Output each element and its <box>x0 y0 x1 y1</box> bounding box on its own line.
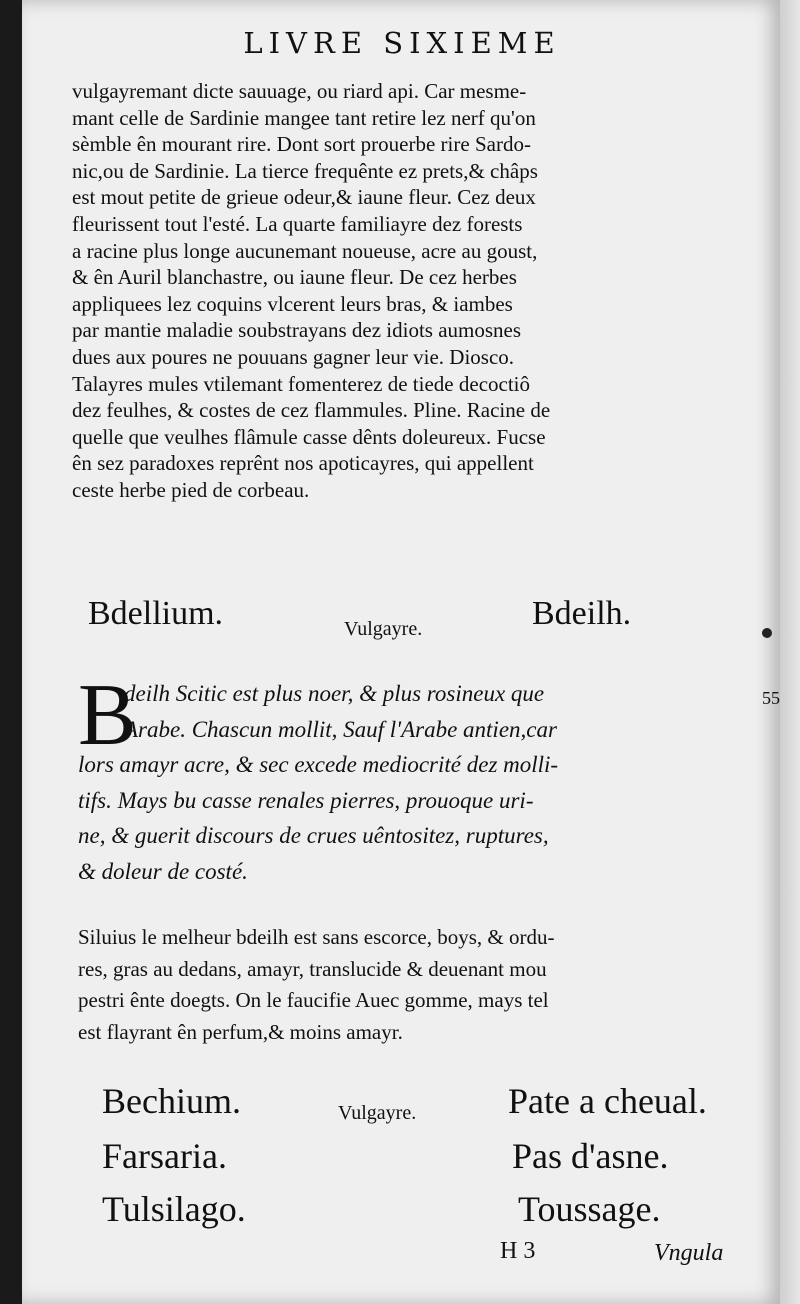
text-line: par mantie maladie soubstrayans dez idiots aumosnes <box>72 318 522 343</box>
text-line: Talayres mules vtilemant fomenterez de tiede decoctiô <box>72 371 531 396</box>
margin-number: 55 <box>762 688 780 708</box>
italic-paragraph <box>78 676 738 889</box>
heading-latin-bdellium: Bdellium. <box>88 595 224 632</box>
text-line: quelle que veulhes flâmule casse dênts doleureux. Fucse <box>72 424 546 449</box>
text-line: Siluius le melheur bdeilh est sans escorce, boys, & ordu- <box>78 925 555 949</box>
running-head: LIVRE SIXIEME <box>243 26 561 60</box>
text-line: est mout petite de grieue odeur,& iaune fleur. Cez deux <box>72 185 536 210</box>
heading-vulgar-label: Vulgayre. <box>344 618 423 640</box>
text-line: fleurissent tout l'esté. La quarte familiayre dez forests <box>72 211 523 236</box>
text-line: Arabe. Chascun mollit, Sauf l'Arabe antien,car <box>124 716 557 742</box>
heading-latin-farsaria: Farsaria. <box>102 1136 227 1176</box>
text-line: lors amayr acre, & sec excede mediocrité dez molli- <box>78 752 559 777</box>
text-line: nic,ou de Sardinie. La tierce frequênte ez prets,& châps <box>72 158 538 183</box>
heading-french-bdeilh: Bdeilh. <box>532 595 632 632</box>
text-line: mant celle de Sardinie mangee tant retire lez nerf qu'on <box>72 105 536 130</box>
text-line: tifs. Mays bu casse renales pierres, prouoque uri- <box>78 787 534 813</box>
text-line: deilh Scitic est plus noer, & plus rosineux que <box>124 681 545 706</box>
text-line: appliquees lez coquins vlcerent leurs bras, & iambes <box>72 291 513 316</box>
catchword: Vngula <box>654 1240 724 1266</box>
signature-mark: H 3 <box>500 1238 536 1264</box>
drop-cap: B <box>78 667 137 764</box>
text-line: pestri ênte doegts. On le faucifie Auec gomme, mays tel <box>78 988 549 1012</box>
heading-latin-tulsilago: Tulsilago. <box>102 1189 246 1229</box>
heading-french-pate-a-cheual: Pate a cheual. <box>508 1081 707 1121</box>
text-line: sèmble ên mourant rire. Dont sort prouerbe rire Sardo- <box>72 132 531 157</box>
text-line: dues aux poures ne pouuans gagner leur vie. Diosco. <box>72 344 515 369</box>
heading-french-pas-dasne: Pas d'asne. <box>512 1136 669 1176</box>
ink-dot <box>762 628 772 638</box>
heading-french-toussage: Toussage. <box>518 1189 661 1229</box>
page-edge <box>780 0 800 1304</box>
heading-latin-bechium: Bechium. <box>102 1081 241 1121</box>
text-line: res, gras au dedans, amayr, translucide & deuenant mou <box>78 956 547 981</box>
text-line: ceste herbe pied de corbeau. <box>72 477 310 502</box>
text-line: vulgayremant dicte sauuage, ou riard api. Car mesme- <box>72 79 527 103</box>
text-line: a racine plus longe aucunemant noueuse, acre au goust, <box>72 238 538 263</box>
paragraph-2 <box>78 922 748 1048</box>
paragraph-1 <box>72 78 736 504</box>
text-line: ne, & guerit discours de crues uêntositez, ruptures, <box>78 823 549 848</box>
book-page <box>22 0 780 1304</box>
text-line: dez feulhes, & costes de cez flammules. Pline. Racine de <box>72 398 551 423</box>
text-line: & ên Auril blanchastre, ou iaune fleur. De cez herbes <box>72 265 517 290</box>
text-line: est flayrant ên perfum,& moins amayr. <box>78 1019 403 1044</box>
heading-vulgar-label: Vulgayre. <box>338 1102 417 1124</box>
text-line: & doleur de costé. <box>78 858 248 884</box>
text-line: ên sez paradoxes reprênt nos apoticayres, qui appellent <box>72 451 534 476</box>
